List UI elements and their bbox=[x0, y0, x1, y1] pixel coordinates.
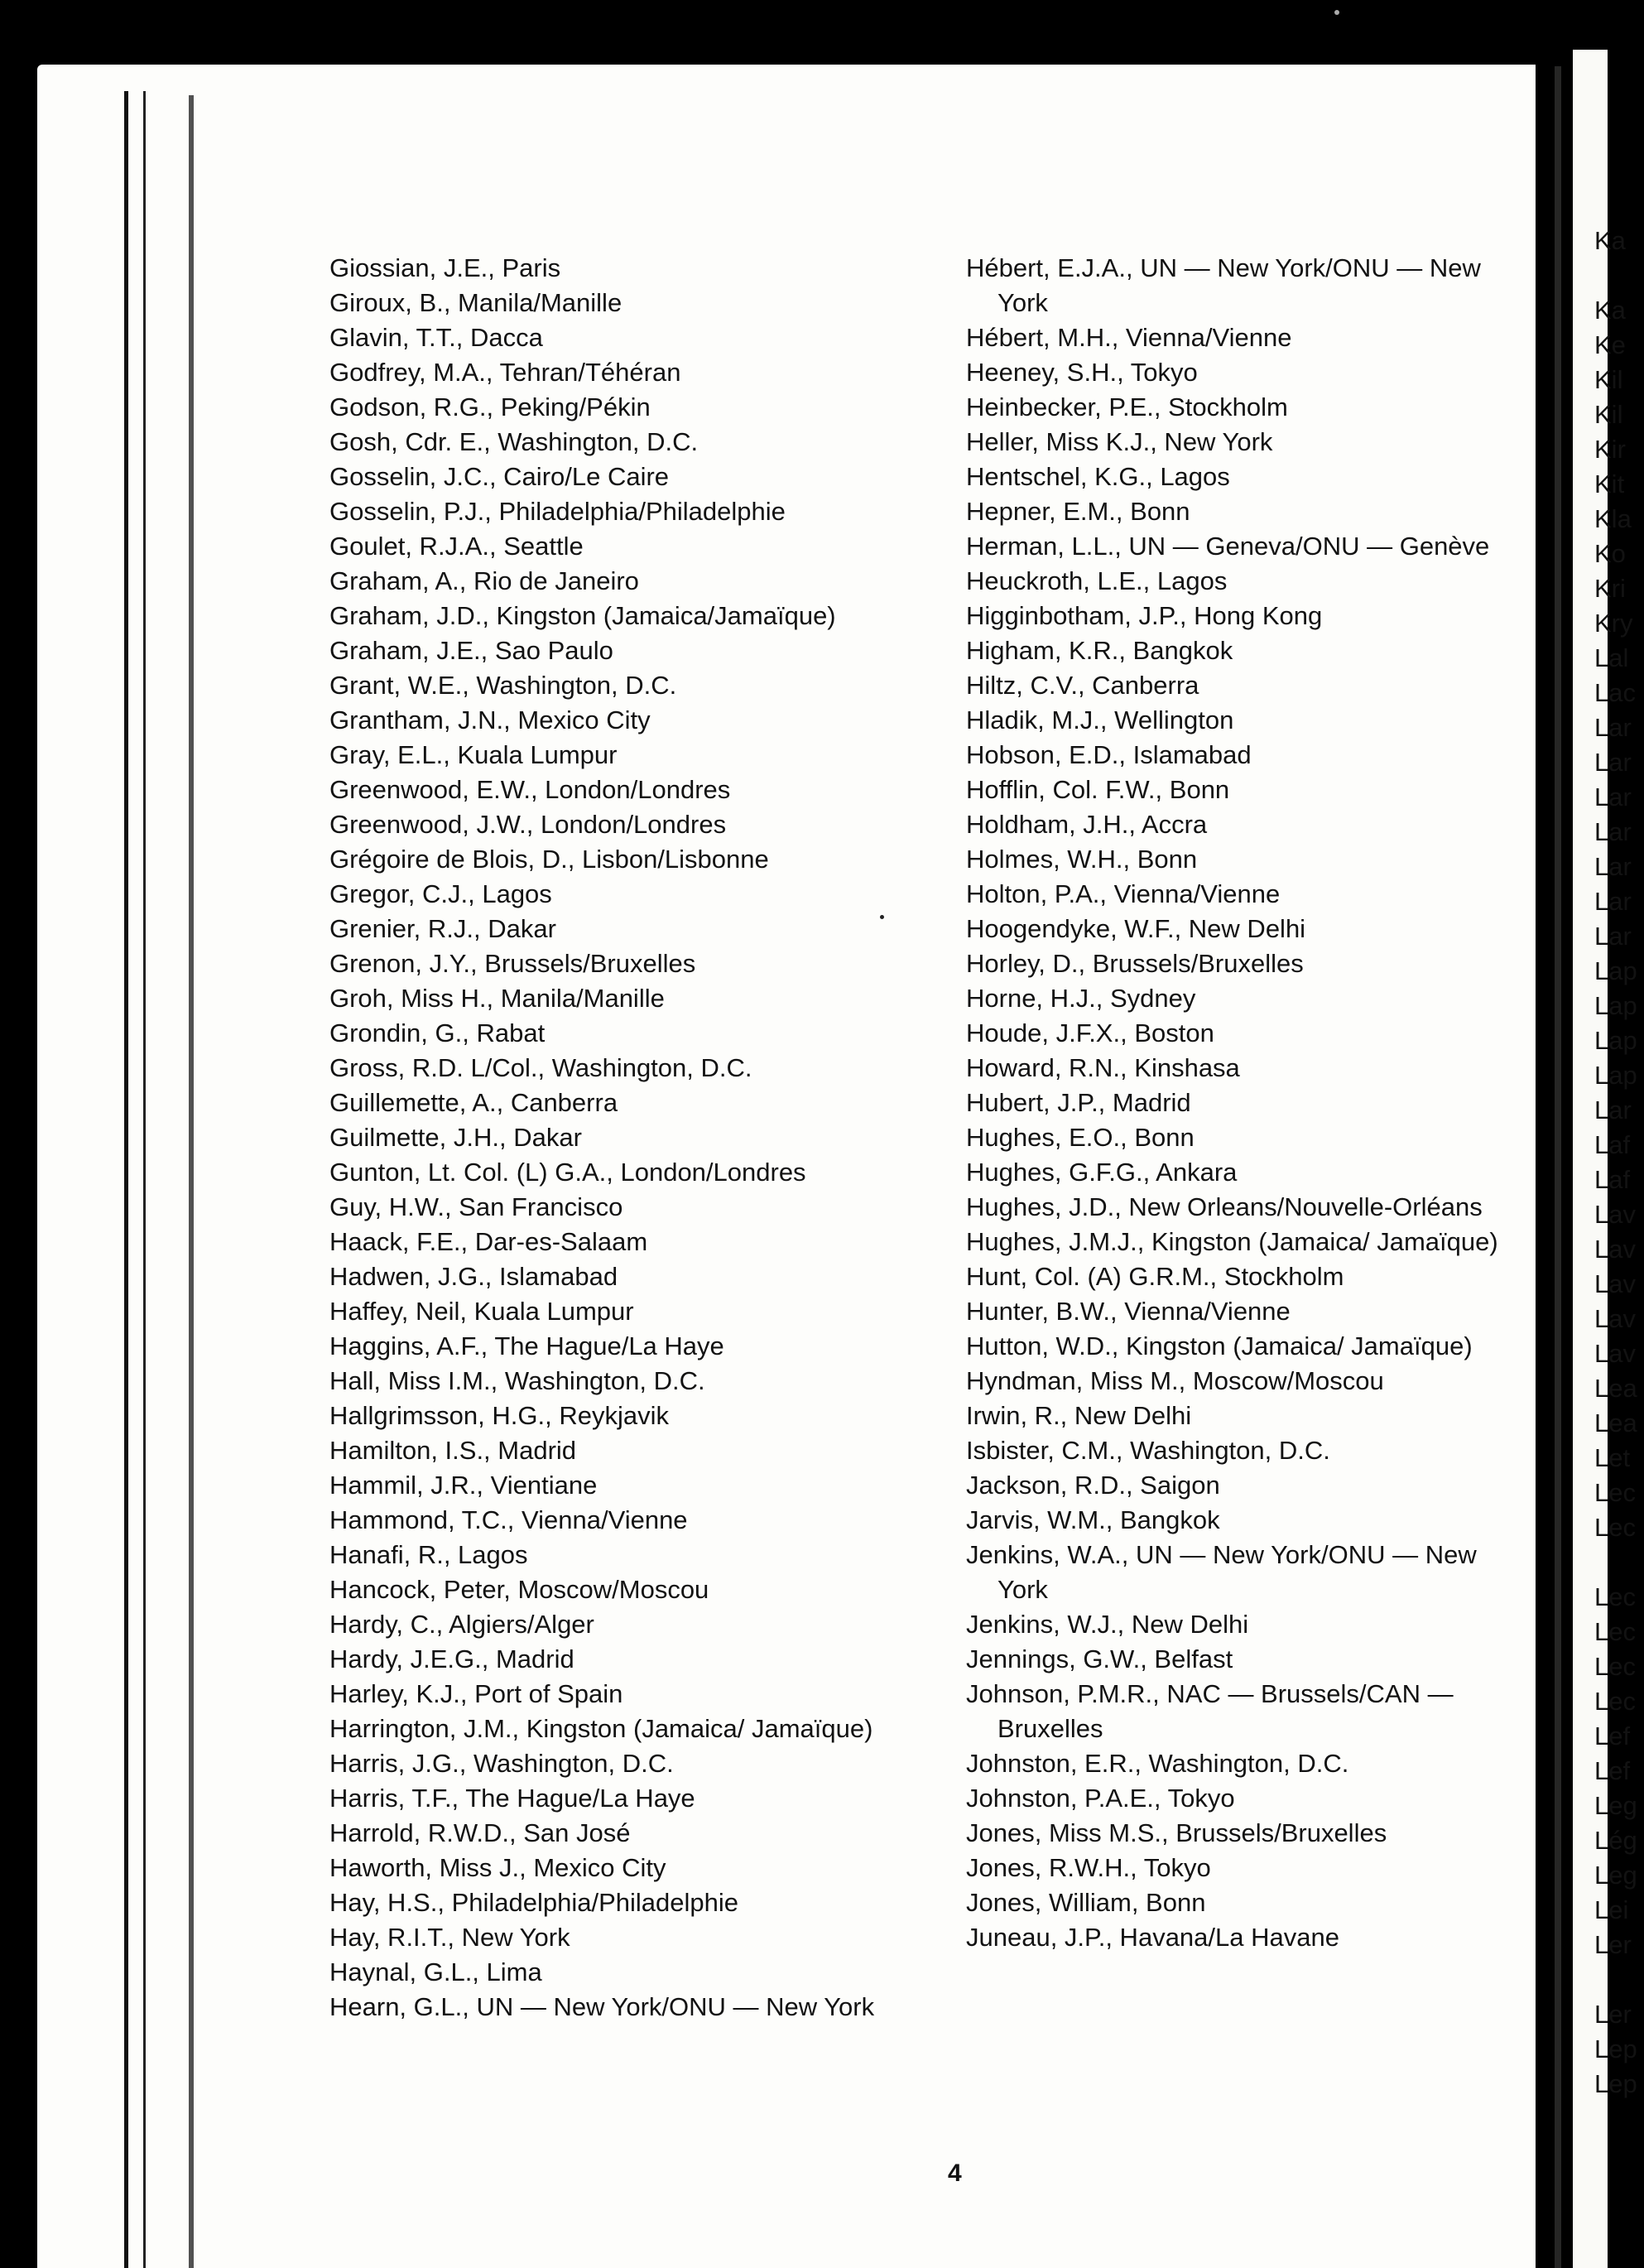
directory-entry: Hughes, J.M.J., Kingston (Jamaica/ Jamaïque) bbox=[966, 1227, 1498, 1256]
directory-entry: Haynal, G.L., Lima bbox=[329, 1957, 542, 1986]
directory-entry-fragment bbox=[1594, 1545, 1644, 1580]
directory-entry-fragment: Lar bbox=[1594, 748, 1632, 777]
directory-entry-fragment: Kri bbox=[1594, 574, 1626, 603]
directory-entry: Hofflin, Col. F.W., Bonn bbox=[966, 775, 1230, 804]
directory-entry: Hébert, E.J.A., UN — New York/ONU — New York bbox=[966, 253, 1481, 317]
directory-entry: Jenkins, W.J., New Delhi bbox=[966, 1610, 1249, 1639]
directory-entry: Jackson, R.D., Saigon bbox=[966, 1471, 1220, 1500]
directory-entry: Hiltz, C.V., Canberra bbox=[966, 671, 1199, 700]
directory-entry: Haack, F.E., Dar-es-Salaam bbox=[329, 1227, 648, 1256]
directory-entry-fragment: Ko bbox=[1594, 539, 1626, 568]
directory-entry: Guilmette, J.H., Dakar bbox=[329, 1123, 582, 1152]
directory-entry: Gunton, Lt. Col. (L) G.A., London/Londres bbox=[329, 1158, 806, 1187]
directory-entry-fragment: Lei bbox=[1594, 1895, 1629, 1924]
binding-shadow-right bbox=[1555, 66, 1561, 2268]
directory-entry: Johnston, P.A.E., Tokyo bbox=[966, 1784, 1235, 1813]
directory-entry-fragment: Leg bbox=[1594, 1791, 1637, 1820]
directory-entry-fragment: Lep bbox=[1594, 2069, 1637, 2098]
directory-entry-fragment: Laf bbox=[1594, 1165, 1631, 1194]
directory-entry-fragment: Lep bbox=[1594, 2034, 1637, 2063]
directory-entry: Isbister, C.M., Washington, D.C. bbox=[966, 1436, 1330, 1465]
directory-entry: Harris, J.G., Washington, D.C. bbox=[329, 1749, 674, 1778]
directory-entry: Grenier, R.J., Dakar bbox=[329, 914, 556, 943]
directory-entry-fragment: Kit bbox=[1594, 469, 1625, 498]
directory-entry: Jones, R.W.H., Tokyo bbox=[966, 1853, 1211, 1882]
directory-entry-fragment: Leg bbox=[1594, 1861, 1637, 1890]
directory-entry: Harley, K.J., Port of Spain bbox=[329, 1679, 623, 1708]
directory-entry: Jarvis, W.M., Bangkok bbox=[966, 1505, 1220, 1534]
directory-entry: Haworth, Miss J., Mexico City bbox=[329, 1853, 666, 1882]
directory-entry-fragment: Lec bbox=[1594, 1687, 1636, 1716]
directory-entry: Godson, R.G., Peking/Pékin bbox=[329, 392, 651, 421]
directory-entry: Grondin, G., Rabat bbox=[329, 1018, 546, 1047]
directory-column-1 bbox=[329, 251, 942, 2025]
directory-entry: Hébert, M.H., Vienna/Vienne bbox=[966, 323, 1292, 352]
directory-entry: Greenwood, E.W., London/Londres bbox=[329, 775, 731, 804]
directory-entry: Groh, Miss H., Manila/Manille bbox=[329, 984, 665, 1013]
directory-entry-fragment: Lar bbox=[1594, 922, 1632, 951]
directory-entry: Harrold, R.W.D., San José bbox=[329, 1818, 631, 1847]
directory-entry: Gosselin, J.C., Cairo/Le Caire bbox=[329, 462, 670, 491]
directory-entry: Graham, J.D., Kingston (Jamaica/Jamaïque) bbox=[329, 601, 836, 630]
directory-entry-fragment: Kry bbox=[1594, 609, 1633, 638]
directory-entry: Hardy, C., Algiers/Alger bbox=[329, 1610, 594, 1639]
directory-entry-fragment: Ka bbox=[1594, 226, 1626, 255]
directory-entry: Hladik, M.J., Wellington bbox=[966, 705, 1234, 734]
scan-top-border bbox=[0, 0, 1608, 66]
directory-entry: Hentschel, K.G., Lagos bbox=[966, 462, 1230, 491]
directory-entry: Heeney, S.H., Tokyo bbox=[966, 358, 1198, 387]
directory-entry: Glavin, T.T., Dacca bbox=[329, 323, 543, 352]
directory-entry: Giossian, J.E., Paris bbox=[329, 253, 561, 282]
directory-entry-fragment: Lap bbox=[1594, 991, 1637, 1020]
directory-entry: Hammond, T.C., Vienna/Vienne bbox=[329, 1505, 688, 1534]
directory-entry: Gregor, C.J., Lagos bbox=[329, 879, 552, 908]
directory-entry: Horne, H.J., Sydney bbox=[966, 984, 1196, 1013]
directory-entry: Godfrey, M.A., Tehran/Téhéran bbox=[329, 358, 681, 387]
directory-entry: Hardy, J.E.G., Madrid bbox=[329, 1644, 574, 1673]
directory-entry: Higham, K.R., Bangkok bbox=[966, 636, 1233, 665]
directory-entry: Harris, T.F., The Hague/La Haye bbox=[329, 1784, 695, 1813]
directory-entry: Guy, H.W., San Francisco bbox=[329, 1192, 623, 1221]
directory-entry: Hancock, Peter, Moscow/Moscou bbox=[329, 1575, 709, 1604]
directory-entry-fragment: Lef bbox=[1594, 1721, 1631, 1750]
directory-entry: Hepner, E.M., Bonn bbox=[966, 497, 1190, 526]
directory-entry: Hadwen, J.G., Islamabad bbox=[329, 1262, 618, 1291]
directory-entry: Haggins, A.F., The Hague/La Haye bbox=[329, 1331, 724, 1360]
directory-entry: Hughes, E.O., Bonn bbox=[966, 1123, 1195, 1152]
directory-entry: Gosselin, P.J., Philadelphia/Philadelphie bbox=[329, 497, 786, 526]
directory-entry: Hunt, Col. (A) G.R.M., Stockholm bbox=[966, 1262, 1344, 1291]
directory-entry-fragment: Lav bbox=[1594, 1339, 1636, 1368]
directory-entry: Hughes, J.D., New Orleans/Nouvelle-Orléans bbox=[966, 1192, 1483, 1221]
directory-entry: Graham, A., Rio de Janeiro bbox=[329, 566, 639, 595]
directory-entry-fragment: Ka bbox=[1594, 296, 1626, 325]
directory-entry: Hubert, J.P., Madrid bbox=[966, 1088, 1191, 1117]
directory-entry-fragment: Let bbox=[1594, 1443, 1631, 1472]
directory-entry: Goulet, R.J.A., Seattle bbox=[329, 532, 584, 561]
directory-entry: Haffey, Neil, Kuala Lumpur bbox=[329, 1297, 634, 1326]
directory-entry: Gray, E.L., Kuala Lumpur bbox=[329, 740, 618, 769]
directory-entry: Hoogendyke, W.F., New Delhi bbox=[966, 914, 1306, 943]
directory-entry: Grenon, J.Y., Brussels/Bruxelles bbox=[329, 949, 696, 978]
directory-column-3-cropped bbox=[1594, 224, 1644, 2102]
directory-entry: Hyndman, Miss M., Moscow/Moscou bbox=[966, 1366, 1384, 1395]
directory-entry-fragment bbox=[1594, 258, 1644, 293]
directory-entry: Heuckroth, L.E., Lagos bbox=[966, 566, 1228, 595]
directory-entry-fragment bbox=[1594, 1962, 1644, 1997]
directory-entry-fragment: Lar bbox=[1594, 817, 1632, 846]
binding-edge-left bbox=[124, 91, 146, 2268]
directory-entry: Gosh, Cdr. E., Washington, D.C. bbox=[329, 427, 699, 456]
directory-entry-fragment: Lap bbox=[1594, 1061, 1637, 1090]
directory-entry: Graham, J.E., Sao Paulo bbox=[329, 636, 613, 665]
directory-entry: Higginbotham, J.P., Hong Kong bbox=[966, 601, 1323, 630]
directory-entry: Jones, Miss M.S., Brussels/Bruxelles bbox=[966, 1818, 1387, 1847]
directory-entry: Johnston, E.R., Washington, D.C. bbox=[966, 1749, 1349, 1778]
directory-entry-fragment: Lav bbox=[1594, 1235, 1636, 1264]
directory-entry: Houde, J.F.X., Boston bbox=[966, 1018, 1214, 1047]
directory-entry: Grantham, J.N., Mexico City bbox=[329, 705, 651, 734]
directory-entry: Hearn, G.L., UN — New York/ONU — New York bbox=[329, 1992, 875, 2021]
directory-entry: Hunter, B.W., Vienna/Vienne bbox=[966, 1297, 1291, 1326]
page-number: 4 bbox=[948, 2160, 962, 2187]
directory-entry: Hobson, E.D., Islamabad bbox=[966, 740, 1252, 769]
directory-entry: Herman, L.L., UN — Geneva/ONU — Genève bbox=[966, 532, 1490, 561]
directory-entry-fragment: Ler bbox=[1594, 1930, 1632, 1959]
directory-entry: Grégoire de Blois, D., Lisbon/Lisbonne bbox=[329, 845, 769, 874]
directory-entry: Holdham, J.H., Accra bbox=[966, 810, 1208, 839]
directory-entry-fragment: Kir bbox=[1594, 435, 1626, 464]
directory-entry: Greenwood, J.W., London/Londres bbox=[329, 810, 727, 839]
directory-entry: Hughes, G.F.G., Ankara bbox=[966, 1158, 1238, 1187]
directory-entry: Hammil, J.R., Vientiane bbox=[329, 1471, 598, 1500]
directory-entry: Juneau, J.P., Havana/La Havane bbox=[966, 1923, 1339, 1952]
directory-entry: Hanafi, R., Lagos bbox=[329, 1540, 528, 1569]
directory-entry: Gross, R.D. L/Col., Washington, D.C. bbox=[329, 1053, 752, 1082]
directory-entry: Hamilton, I.S., Madrid bbox=[329, 1436, 577, 1465]
directory-entry: Johnson, P.M.R., NAC — Brussels/CAN — Bruxelles bbox=[966, 1679, 1454, 1743]
directory-entry-fragment: Lea bbox=[1594, 1374, 1637, 1403]
directory-entry: Horley, D., Brussels/Bruxelles bbox=[966, 949, 1304, 978]
directory-entry: Holmes, W.H., Bonn bbox=[966, 845, 1198, 874]
directory-entry: Harrington, J.M., Kingston (Jamaica/ Jamaïque) bbox=[329, 1714, 873, 1743]
directory-entry: Holton, P.A., Vienna/Vienne bbox=[966, 879, 1281, 908]
directory-entry: Hall, Miss I.M., Washington, D.C. bbox=[329, 1366, 705, 1395]
directory-entry-fragment: Lar bbox=[1594, 852, 1632, 881]
directory-entry: Hallgrimsson, H.G., Reykjavik bbox=[329, 1401, 669, 1430]
directory-entry-fragment: Lac bbox=[1594, 678, 1636, 707]
directory-entry-fragment: Lec bbox=[1594, 1652, 1636, 1681]
directory-entry-fragment: Lég bbox=[1594, 1826, 1637, 1855]
directory-entry: Hay, H.S., Philadelphia/Philadelphie bbox=[329, 1888, 739, 1917]
directory-entry-fragment: Ke bbox=[1594, 330, 1626, 359]
directory-entry: Guillemette, A., Canberra bbox=[329, 1088, 618, 1117]
directory-entry: Jennings, G.W., Belfast bbox=[966, 1644, 1233, 1673]
directory-entry-fragment: Lar bbox=[1594, 1095, 1632, 1124]
directory-entry-fragment: Lec bbox=[1594, 1617, 1636, 1646]
directory-entry: Howard, R.N., Kinshasa bbox=[966, 1053, 1240, 1082]
directory-entry-fragment: Lec bbox=[1594, 1478, 1636, 1507]
directory-entry-fragment: Lef bbox=[1594, 1756, 1631, 1785]
binding-shadow-left bbox=[189, 95, 194, 2268]
directory-entry: Grant, W.E., Washington, D.C. bbox=[329, 671, 677, 700]
directory-entry-fragment: Lal bbox=[1594, 643, 1629, 672]
directory-entry-fragment: Ler bbox=[1594, 2000, 1632, 2029]
directory-entry-fragment: Lar bbox=[1594, 713, 1632, 742]
directory-entry-fragment: Lav bbox=[1594, 1269, 1636, 1298]
scan-speck bbox=[880, 915, 884, 919]
directory-entry-fragment: Lav bbox=[1594, 1200, 1636, 1229]
directory-entry-fragment: Lap bbox=[1594, 1026, 1637, 1055]
directory-entry: Giroux, B., Manila/Manille bbox=[329, 288, 623, 317]
directory-entry-fragment: Lec bbox=[1594, 1513, 1636, 1542]
directory-entry-fragment: Laf bbox=[1594, 1130, 1631, 1159]
directory-entry-fragment: Kil bbox=[1594, 400, 1623, 429]
directory-entry-fragment: Lec bbox=[1594, 1582, 1636, 1611]
directory-entry: Jones, William, Bonn bbox=[966, 1888, 1206, 1917]
directory-entry: Hay, R.I.T., New York bbox=[329, 1923, 570, 1952]
directory-entry-fragment: Kil bbox=[1594, 365, 1623, 394]
directory-entry-fragment: Lap bbox=[1594, 956, 1637, 985]
scan-speck bbox=[1334, 10, 1339, 15]
directory-entry-fragment: Kla bbox=[1594, 504, 1632, 533]
directory-entry: Hutton, W.D., Kingston (Jamaica/ Jamaïque) bbox=[966, 1331, 1473, 1360]
directory-entry: Heller, Miss K.J., New York bbox=[966, 427, 1273, 456]
directory-entry: Jenkins, W.A., UN — New York/ONU — New York bbox=[966, 1540, 1477, 1604]
directory-entry-fragment: Lea bbox=[1594, 1408, 1637, 1437]
directory-entry-fragment: Lar bbox=[1594, 782, 1632, 811]
directory-entry-fragment: Lar bbox=[1594, 887, 1632, 916]
directory-entry: Heinbecker, P.E., Stockholm bbox=[966, 392, 1288, 421]
directory-entry-fragment: Lav bbox=[1594, 1304, 1636, 1333]
directory-entry: Irwin, R., New Delhi bbox=[966, 1401, 1192, 1430]
directory-column-2 bbox=[966, 251, 1512, 1955]
